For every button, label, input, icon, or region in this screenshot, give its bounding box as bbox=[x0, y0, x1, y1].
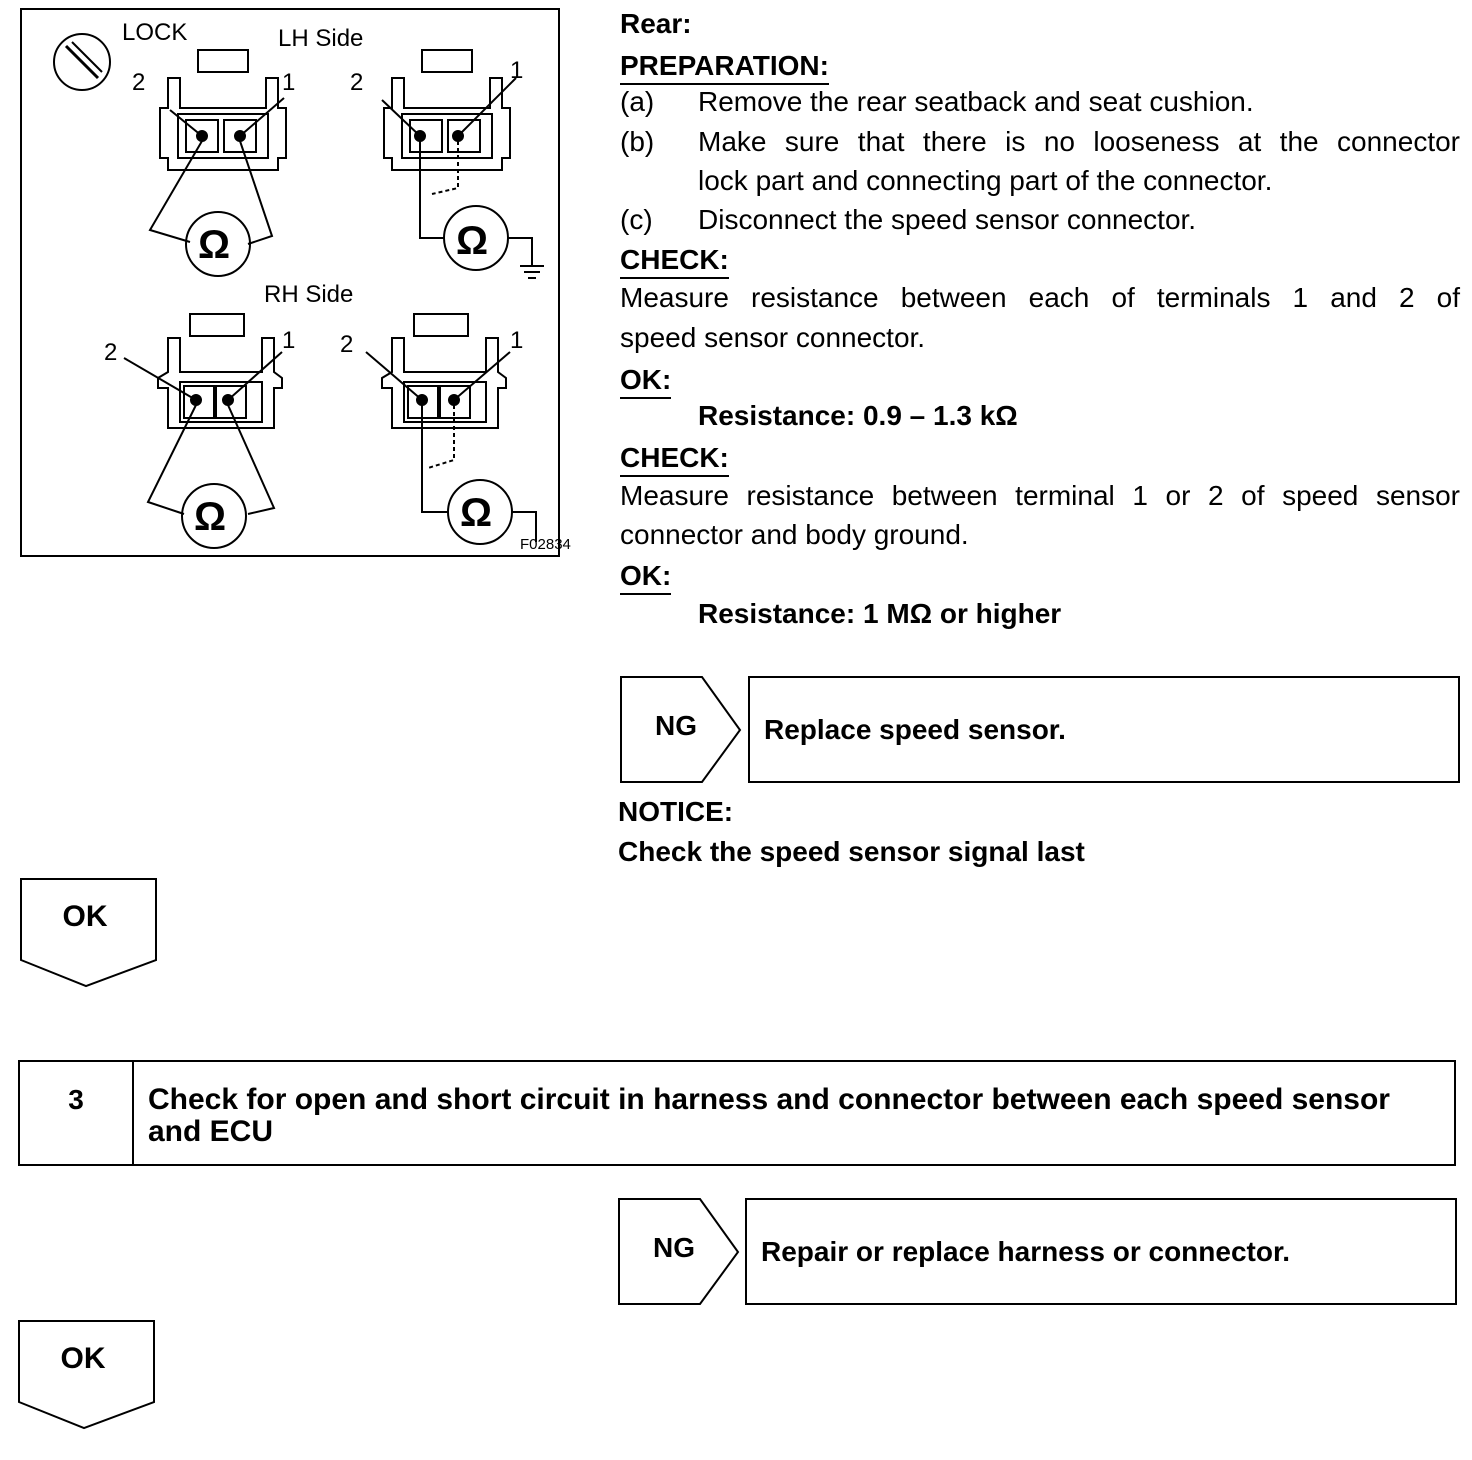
ok1-heading: OK: bbox=[620, 363, 671, 399]
step-3-box bbox=[18, 1060, 1456, 1166]
rh-side-label: RH Side bbox=[264, 281, 354, 308]
ng-arrow-1 bbox=[620, 676, 744, 784]
ok-label-1: OK bbox=[62, 900, 108, 933]
lock-icon bbox=[54, 34, 110, 90]
terminal-2-label: 2 bbox=[340, 331, 354, 358]
ok2-heading-wrap bbox=[620, 556, 671, 596]
terminal-1-label: 1 bbox=[282, 69, 296, 96]
ng-arrow-2 bbox=[618, 1198, 742, 1306]
step-3-number: 3 bbox=[20, 1062, 134, 1164]
terminal-1-label: 1 bbox=[510, 327, 524, 354]
ohmmeter-symbol: Ω bbox=[460, 491, 493, 535]
ohmmeter-symbol: Ω bbox=[194, 495, 227, 539]
notice-text: Check the speed sensor signal last bbox=[618, 836, 1085, 867]
step-a-text: Remove the rear seatback and seat cushion. bbox=[698, 86, 1254, 117]
ng-action-2: Repair or replace harness or connector. bbox=[745, 1198, 1457, 1305]
step-b-text: Make sure that there is no looseness at the connector bbox=[698, 126, 1460, 157]
step-c-label: (c) bbox=[620, 204, 653, 235]
terminal-1-label: 1 bbox=[282, 327, 296, 354]
preparation-heading: PREPARATION: bbox=[620, 49, 829, 85]
connector-diagram bbox=[20, 8, 586, 558]
terminal-2-label: 2 bbox=[104, 339, 118, 366]
lock-label: LOCK bbox=[122, 19, 188, 46]
check1-line2: speed sensor connector. bbox=[620, 322, 926, 353]
ok1-value: Resistance: 0.9 – 1.3 kΩ bbox=[698, 400, 1018, 431]
notice-heading: NOTICE: bbox=[618, 796, 734, 827]
check2-line2: connector and body ground. bbox=[620, 519, 969, 550]
step-b-label: (b) bbox=[620, 126, 655, 157]
terminal-2-label: 2 bbox=[132, 69, 146, 96]
ok-arrow-1 bbox=[20, 878, 160, 988]
step-a-label: (a) bbox=[620, 86, 655, 117]
terminal-2-label: 2 bbox=[350, 69, 364, 96]
step-c-text: Disconnect the speed sensor connector. bbox=[698, 204, 1197, 235]
ohmmeter-symbol: Ω bbox=[456, 219, 489, 263]
ok-arrow-2 bbox=[18, 1320, 158, 1430]
ng-tag-2: NG bbox=[653, 1232, 695, 1263]
check2-heading-wrap bbox=[620, 438, 729, 478]
ohmmeter-symbol: Ω bbox=[198, 223, 231, 267]
ng-tag-1: NG bbox=[655, 710, 697, 741]
ok-label-2: OK bbox=[60, 1342, 106, 1375]
figure-code: F02834 bbox=[520, 536, 571, 553]
check1-line1: Measure resistance between each of terminals 1 and 2 of bbox=[620, 282, 1460, 313]
check1-heading: CHECK: bbox=[620, 243, 729, 279]
check2-heading: CHECK: bbox=[620, 441, 729, 477]
preparation-heading-wrap bbox=[620, 46, 829, 86]
ng-action-1: Replace speed sensor. bbox=[748, 676, 1460, 783]
connector-diagram-svg bbox=[20, 8, 586, 558]
lh-side-label: LH Side bbox=[278, 25, 364, 52]
check1-heading-wrap bbox=[620, 240, 729, 280]
step-b-text-line2: lock part and connecting part of the connector. bbox=[698, 165, 1273, 196]
ok1-heading-wrap bbox=[620, 360, 671, 400]
check2-line1: Measure resistance between terminal 1 or 2 of speed sensor bbox=[620, 480, 1460, 511]
terminal-1-label: 1 bbox=[510, 57, 524, 84]
ok2-value: Resistance: 1 MΩ or higher bbox=[698, 598, 1062, 629]
step-3-title: Check for open and short circuit in harness and connector between each speed sensor and ECU bbox=[148, 1083, 1390, 1148]
ok2-heading: OK: bbox=[620, 559, 671, 595]
section-title: Rear: bbox=[620, 8, 692, 39]
